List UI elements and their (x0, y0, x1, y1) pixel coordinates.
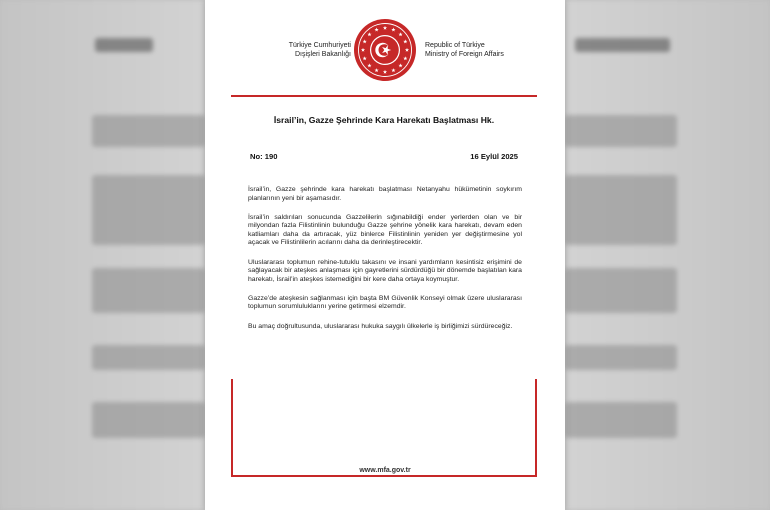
crescent-star-seal-icon (353, 18, 417, 82)
body-paragraph: İsrail’in, Gazze şehrinde kara harekatı başlatması Netanyahu hükümetinin soykırım planlarının yeni bir aşamasıdır. (248, 186, 522, 202)
body-paragraph: İsrail’in saldırıları sonucunda Gazzelilerin sığınabildiği ender yerlerden olan ve bir milyondan fazla Filistinlinin bulunduğu Gazze şehrine yönelik kara harekatı, devam eden katliamları daha da artıracak, yüz binlerce Filistinlinin yeniden yer değiştirmesine yol açacak ve Filistinlilerin acılarını daha da derinleştirecektir. (248, 213, 522, 247)
header-left-ministry-name (285, 41, 351, 59)
document-title: İsrail’in, Gazze Şehrinde Kara Harekatı Başlatması Hk. (273, 115, 495, 125)
frame-right-rule (535, 379, 537, 475)
document-date: 16 Eylül 2025 (470, 152, 518, 161)
header-left-line2: Dışişleri Bakanlığı (294, 51, 351, 58)
body-paragraph: Bu amaç doğrultusunda, uluslararası hukuka saygılı ülkelerle iş birliğimizi sürdüreceğiz. (248, 322, 513, 330)
document-body (248, 186, 522, 342)
header-left-line1: Türkiye Cumhuriyeti (288, 42, 351, 49)
document-number: No: 190 (250, 152, 278, 161)
body-paragraph: Uluslararası toplumun rehine-tutuklu takasını ve insani yardımların kesintisiz erişimini de sağlayacak bir ateşkes anlaşması için gayretlerini sürdürdüğü bir dönemde başlatılan kara harekatı, İsrail’in ateşkes istemediğini bir kere daha ortaya koymuştur. (248, 258, 522, 283)
footer-website: www.mfa.gov.tr (359, 467, 411, 474)
frame-bottom-rule (231, 475, 537, 477)
header-right-line2: Ministry of Foreign Affairs (425, 51, 504, 58)
frame-left-rule (231, 379, 233, 475)
press-release-page (205, 0, 565, 510)
header-right-ministry-name (425, 41, 525, 59)
body-paragraph: Gazze’de ateşkesin sağlanması için başta BM Güvenlik Konseyi olmak üzere uluslararası toplumun sorumluluklarını yerine getirmesi elzemdir. (248, 294, 522, 311)
header-right-line1: Republic of Türkiye (425, 42, 485, 49)
